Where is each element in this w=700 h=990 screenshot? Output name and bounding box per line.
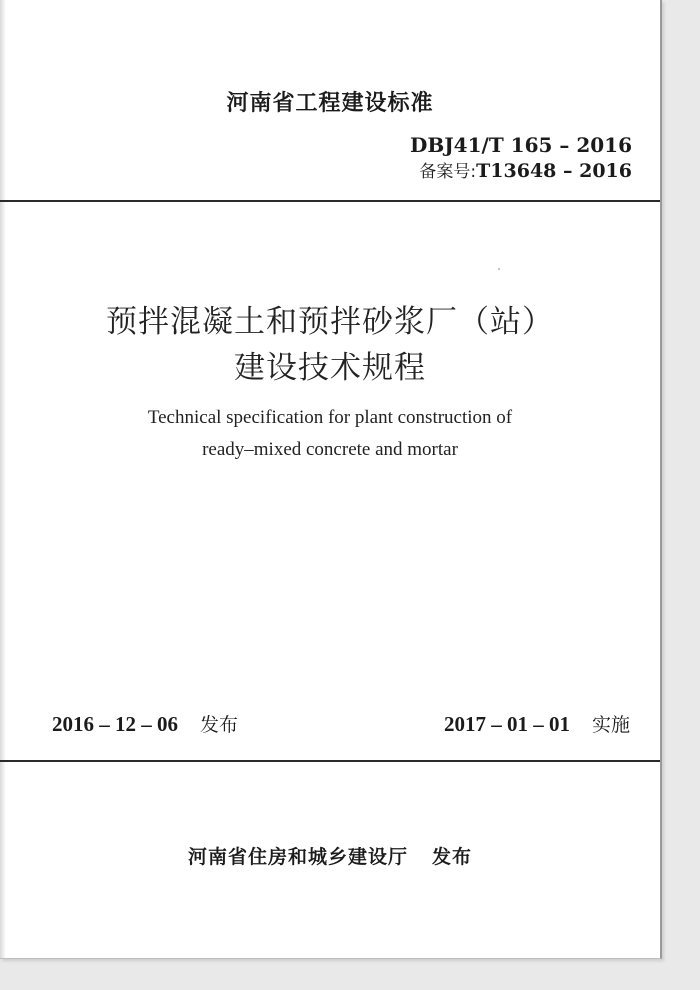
- standard-category-heading: 河南省工程建设标准: [226, 91, 434, 116]
- implement-date-group: [444, 710, 630, 737]
- standard-code-block: [410, 132, 632, 185]
- publish-date-group: [52, 710, 238, 737]
- standard-number: DBJ41/T 165 – 2016: [409, 133, 632, 157]
- issuing-authority-name: 河南省住房和城乡建设厅: [187, 846, 408, 868]
- record-number-label: 备案号:: [419, 162, 477, 182]
- scan-edge-shadow: [0, 0, 6, 958]
- record-number: T13648 – 2016: [476, 160, 632, 182]
- english-title-line-2: ready–mixed concrete and mortar: [202, 439, 458, 460]
- issuing-authority: [0, 842, 660, 869]
- implement-label: 实施: [591, 714, 630, 736]
- record-number-line: [410, 158, 632, 185]
- publish-date: 2016 – 12 – 06: [52, 712, 178, 736]
- bottom-divider: [0, 760, 660, 762]
- chinese-title-line-1: 预拌混凝土和预拌砂浆厂（站）: [106, 304, 554, 340]
- publish-label: 发布: [200, 714, 239, 736]
- issuing-action: 发布: [432, 846, 473, 868]
- chinese-title-line-2: 建设技术规程: [234, 350, 426, 386]
- english-title-line-1: Technical specification for plant construction of: [147, 407, 513, 428]
- top-divider: [0, 200, 660, 202]
- scan-speck: [498, 268, 500, 270]
- implement-date: 2017 – 01 – 01: [443, 712, 570, 736]
